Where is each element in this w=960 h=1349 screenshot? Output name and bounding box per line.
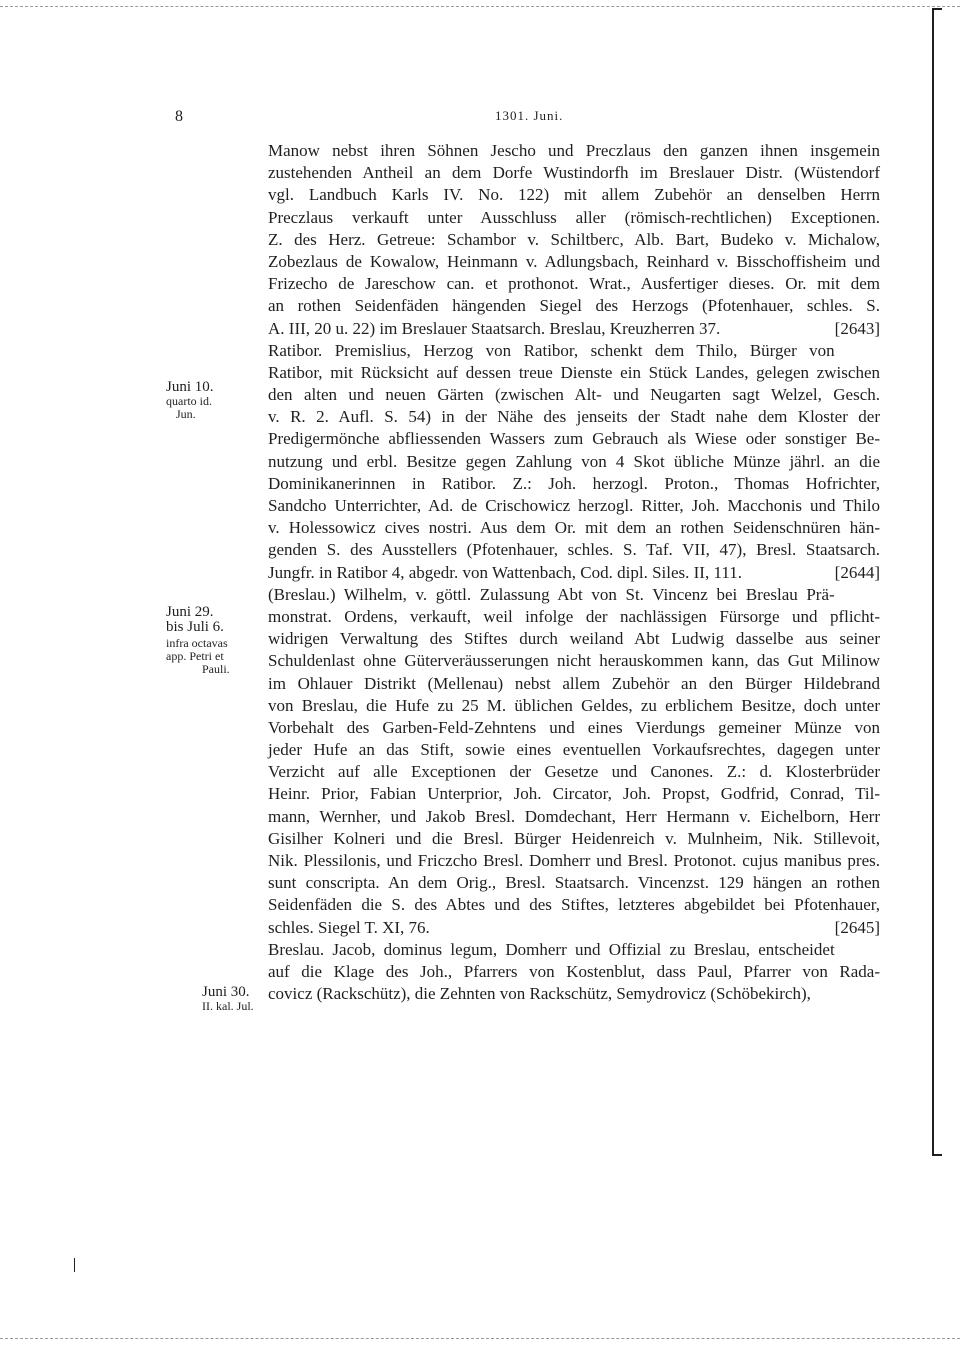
margin-note-sub: infra octavas [166,636,228,650]
text-line [268,562,880,584]
text-line-content: an rothen Seidenfäden hängenden Siegel des Herzogs (Pfotenhauer, schles. S. [268,296,880,316]
text-line [268,140,880,162]
margin-note-date [166,605,266,676]
text-line-content: Heinr. Prior, Fabian Unterprior, Joh. Circator, Joh. Propst, Godfrid, Conrad, Til- [268,784,880,804]
text-line-content: A. III, 20 u. 22) im Breslauer Staatsarch. Breslau, Kreuzherren 37. [268,318,721,338]
text-line-content: jeder Hufe an das Stift, sowie eines eventuellen Vorkaufsrechtes, dagegen unter [268,740,880,760]
text-line [268,295,880,317]
page-top-dashed-edge [0,6,960,7]
text-line-content: zustehenden Antheil an dem Dorfe Wustindorfh im Breslauer Distr. (Wüstendorf [268,163,880,183]
text-line [268,406,880,428]
text-line-content: den alten und neuen Gärten (zwischen Alt- und Neugarten sagt Welzel, Gesch. [268,385,880,405]
text-line [268,451,880,473]
text-line-content: Sandcho Unterrichter, Ad. de Crischowicz herzogl. Ritter, Joh. Macchonis und Thilo [268,496,880,515]
text-line-content: vgl. Landbuch Karls IV. No. 122) mit allem Zubehör an denselben Herrn [268,185,880,205]
body-text [268,140,880,1005]
text-line-content: sunt conscripta. An dem Orig., Bresl. Staatsarch. Vincenzst. 129 hängen an rothen [268,873,880,893]
text-line [268,184,880,206]
margin-note-main: Juni 29. [166,604,214,620]
margin-note-main: Juni 10. [166,379,214,395]
margin-note-sub: quarto id. [166,394,212,408]
text-line-content: Gisilher Kolneri und die Bresl. Bürger Heidenreich v. Mulnheim, Nik. Stillevoit, [268,828,880,848]
text-line-content: Nik. Plessilonis, und Friczcho Bresl. Domherr und Bresl. Protonot. cujus manibus pres. [268,851,880,870]
text-line-content: Vorbehalt des Garben-Feld-Zehntens und eines Vierdungs gemeiner Münze von [268,717,880,737]
margin-note-sub: Pauli. [202,662,230,676]
text-line [268,473,880,495]
document-number: [2645] [834,917,880,937]
text-line-content: (Breslau.) Wilhelm, v. göttl. Zulassung Abt von St. Vincenz bei Breslau Prä- [268,584,835,604]
paragraph [268,939,880,1006]
text-line-content: von Breslau, die Hufe zu 25 M. üblichen Geldes, zu erblichem Besitze, doch unter [268,695,880,715]
text-line-content: genden S. des Ausstellers (Pfotenhauer, schles. S. Taf. VII, 47), Bresl. Staatsarch. [268,540,880,560]
scan-mark [74,1258,75,1272]
text-line-content: Zobezlaus de Kowalow, Heinmann v. Adlungsbach, Reinhard v. Bisschoffisheim und [268,251,880,271]
text-line [268,717,880,739]
text-line [268,650,880,672]
document-number: [2644] [834,562,880,582]
running-head: 1301. Juni. [495,108,564,123]
text-line [268,673,880,695]
text-line-content: Z. des Herz. Getreue: Schambor v. Schiltberc, Alb. Bart, Budeko v. Michalow, [268,229,880,249]
text-line [268,917,880,939]
margin-note-sub: II. kal. Jul. [202,999,254,1013]
text-line-content: Preczlaus verkauft unter Ausschluss aller (römisch-rechtlichen) Exceptionen. [268,207,880,227]
text-line-content: Schuldenlast ohne Güterveräusserungen nicht herauskommen kann, das Gut Milinow [268,651,880,671]
text-line-content: Ratibor. Premislius, Herzog von Ratibor, schenkt dem Thilo, Bürger von [268,340,835,360]
text-line-content: v. Holessowicz cives nostri. Aus dem Or. mit dem an rothen Seidenschnüren hän- [268,518,880,538]
binding-edge-mark-top [932,8,942,10]
text-line [268,428,880,450]
text-line-content: schles. Siegel T. XI, 76. [268,917,430,937]
text-line [268,517,880,539]
text-line-content: v. R. 2. Aufl. S. 54) in der Nähe des jenseits der Stadt nahe dem Kloster der [268,407,880,427]
page-bottom-dashed-edge [0,1338,960,1339]
text-line-content: covicz (Rackschütz), die Zehnten von Rackschütz, Semydrovicz (Schöbekirch), [268,984,811,1004]
text-line [268,961,880,983]
text-line-content: im Ohlauer Distrikt (Mellenau) nebst allem Zubehör an den Bürger Hildebrand [268,673,880,693]
margin-note-sub: app. Petri et [166,649,224,663]
text-line [268,695,880,717]
text-line [268,384,880,406]
text-line-content: Dominikanerinnen in Ratibor. Z.: Joh. herzogl. Proton., Thomas Hofrichter, [268,473,880,493]
binding-edge-mark-bottom [932,1154,942,1156]
page-number: 8 [175,108,183,125]
text-line [268,495,880,517]
text-line [268,939,880,961]
text-line-content: monstrat. Ordens, verkauft, weil infolge der nachlässigen Fürsorge und pflicht- [268,606,880,626]
text-line-content: Predigermönche abfliessenden Wassers zum Gebrauch als Wiese oder sonstiger Be- [268,429,880,449]
text-line [268,761,880,783]
text-line [268,273,880,295]
text-line [268,318,880,340]
text-line [268,207,880,229]
binding-edge-mark [932,8,934,1156]
text-line [268,806,880,828]
text-line [268,539,880,561]
text-line [268,983,880,1005]
text-line-content: Frizecho de Jareschow can. et prothonot. Wrat., Ausfertiger dieses. Or. mit dem [268,274,880,294]
margin-note-sub: Jun. [176,407,196,421]
text-line [268,739,880,761]
margin-note-date [166,380,266,421]
text-line-content: Verzicht auf alle Exceptionen der Gesetze und Canones. Z.: d. Klosterbrüder [268,762,880,782]
text-line [268,584,880,606]
text-line-content: Breslau. Jacob, dominus legum, Domherr und Offizial zu Breslau, entscheidet [268,939,835,959]
text-line [268,783,880,805]
text-line [268,606,880,628]
text-line [268,628,880,650]
paragraph [268,140,880,340]
text-line-content: Jungfr. in Ratibor 4, abgedr. von Wattenbach, Cod. dipl. Siles. II, 111. [268,562,742,582]
text-line [268,872,880,894]
text-line-content: Seidenfäden die S. des Abtes und des Stiftes, letzteres abgebildet bei Pfotenhauer, [268,895,880,915]
text-line-content: widrigen Verwaltung des Stiftes durch weiland Abt Ludwig dasselbe aus seiner [268,629,880,649]
text-line [268,828,880,850]
document-number: [2643] [834,318,880,338]
paragraph [268,340,880,584]
margin-note-main: Juni 30. [202,984,250,1000]
text-line [268,229,880,251]
margin-note-date [166,985,266,1013]
text-line-content: nutzung und erbl. Besitze gegen Zahlung von 4 Skot übliche Münze jährl. an die [268,451,880,471]
text-line-content: Manow nebst ihren Söhnen Jescho und Preczlaus den ganzen ihnen insgemein [268,141,880,160]
paragraph [268,584,880,939]
text-line-content: auf die Klage des Joh., Pfarrers von Kostenblut, dass Paul, Pfarrer von Rada- [268,961,880,981]
text-line [268,251,880,273]
text-line [268,850,880,872]
text-line [268,162,880,184]
text-line [268,362,880,384]
margin-note-main: bis Juli 6. [166,619,224,635]
text-line [268,894,880,916]
text-line-content: mann, Wernher, und Jakob Bresl. Domdechant, Herr Hermann v. Eichelborn, Herr [268,806,880,826]
text-line [268,340,880,362]
text-line-content: Ratibor, mit Rücksicht auf dessen treue Dienste ein Stück Landes, gelegen zwischen [268,362,880,382]
